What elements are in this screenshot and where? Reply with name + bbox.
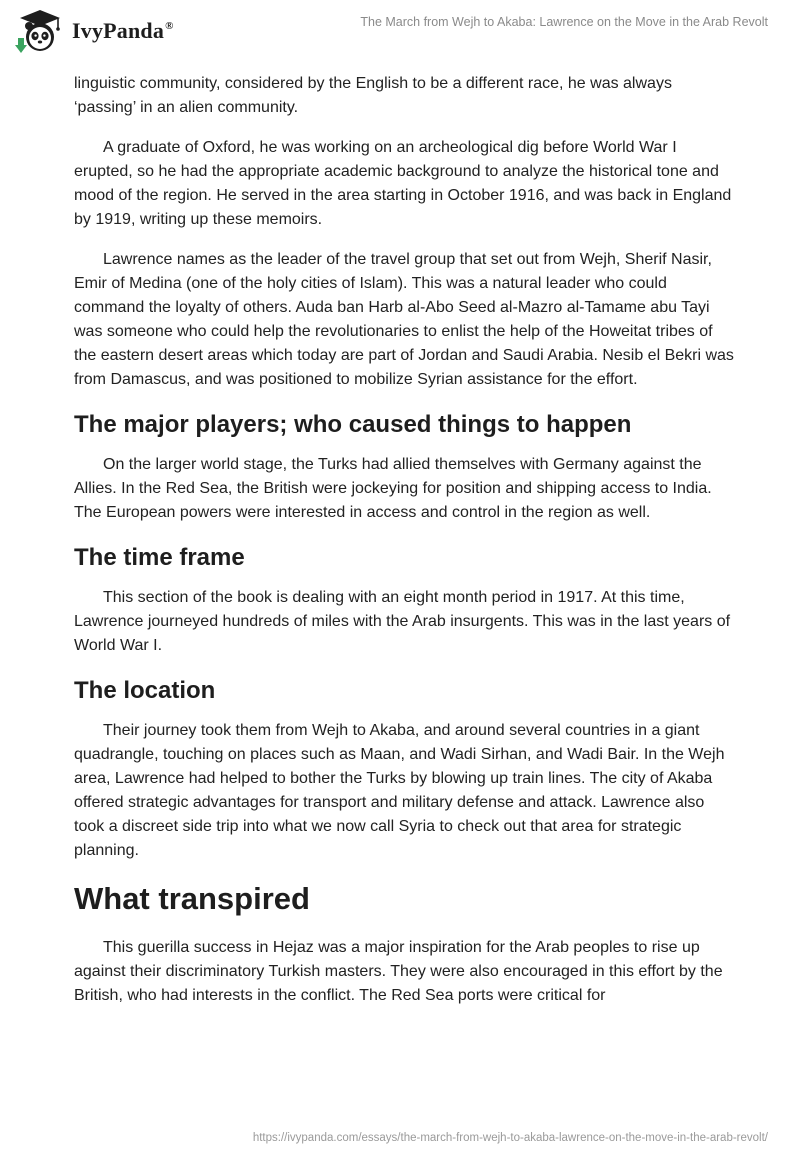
- heading-time-frame: The time frame: [74, 544, 245, 571]
- heading-what-transpired: What transpired: [74, 881, 310, 916]
- paragraph-location: Their journey took them from Wejh to Akaba, and around several countries in a giant quadrangle, touching on places such as Maan, and Wadi Sirhan, and Wadi Bair. In the Wejh area, Lawrence had helped to bother the Turks by blowing up train lines. The city of Akaba offered strategic advantages for transport and military defense and attack. Lawrence also took a discreet side trip into what we now call Syria to check out that area for strategic planning.: [74, 722, 725, 859]
- paragraph-players: On the larger world stage, the Turks had allied themselves with Germany against the Allies. In the Red Sea, the British were jockeying for position and shipping access to India. The European powers were interested in access and control in the region as well.: [74, 456, 712, 521]
- heading-location: The location: [74, 677, 216, 704]
- source-url[interactable]: https://ivypanda.com/essays/the-march-from-wejh-to-akaba-lawrence-on-the-move-in-the-arab-revolt/: [252, 1132, 768, 1144]
- paragraph-transpired: This guerilla success in Hejaz was a major inspiration for the Arab peoples to rise up against their discriminatory Turkish masters. They were also encouraged in this effort by the British, who had interests in the conflict. The Red Sea ports were critical for: [74, 939, 723, 1004]
- paragraph-oxford: A graduate of Oxford, he was working on an archeological dig before World War I erupted, so he had the appropriate academic background to analyze the historical tone and mood of the region. He served in the area starting in October 1916, and was back in England by 1919, writing up these memoirs.: [74, 139, 732, 228]
- page-header: [0, 0, 800, 64]
- panda-logo-icon: [14, 8, 66, 54]
- paragraph-intro: linguistic community, considered by the English to be a different race, he was always ‘passing’ in an alien community.: [74, 75, 672, 116]
- paragraph-leaders: Lawrence names as the leader of the travel group that set out from Wejh, Sherif Nasir, Emir of Medina (one of the holy cities of Islam). This was a natural leader who could command the loyalty of others. Auda ban Harb al-Abo Seed al-Mazro al-Tamame abu Tayi was someone who could help the revolutionaries to enlist the help of the Howeitat tribes of the eastern desert areas which today are part of Jordan and Saudi Arabia. Nesib el Bekri was from Damascus, and was positioned to mobilize Syrian assistance for the effort.: [74, 251, 734, 388]
- document-title: The March from Wejh to Akaba: Lawrence on the Move in the Arab Revolt: [360, 15, 768, 29]
- heading-major-players: The major players; who caused things to happen: [74, 411, 632, 438]
- article-body: [74, 72, 734, 1024]
- brand-logo[interactable]: [14, 8, 174, 54]
- brand-name: IvyPanda®: [72, 18, 174, 43]
- paragraph-time-frame: This section of the book is dealing with an eight month period in 1917. At this time, Lawrence journeyed hundreds of miles with the Arab insurgents. This was in the last years of World War I.: [74, 589, 731, 654]
